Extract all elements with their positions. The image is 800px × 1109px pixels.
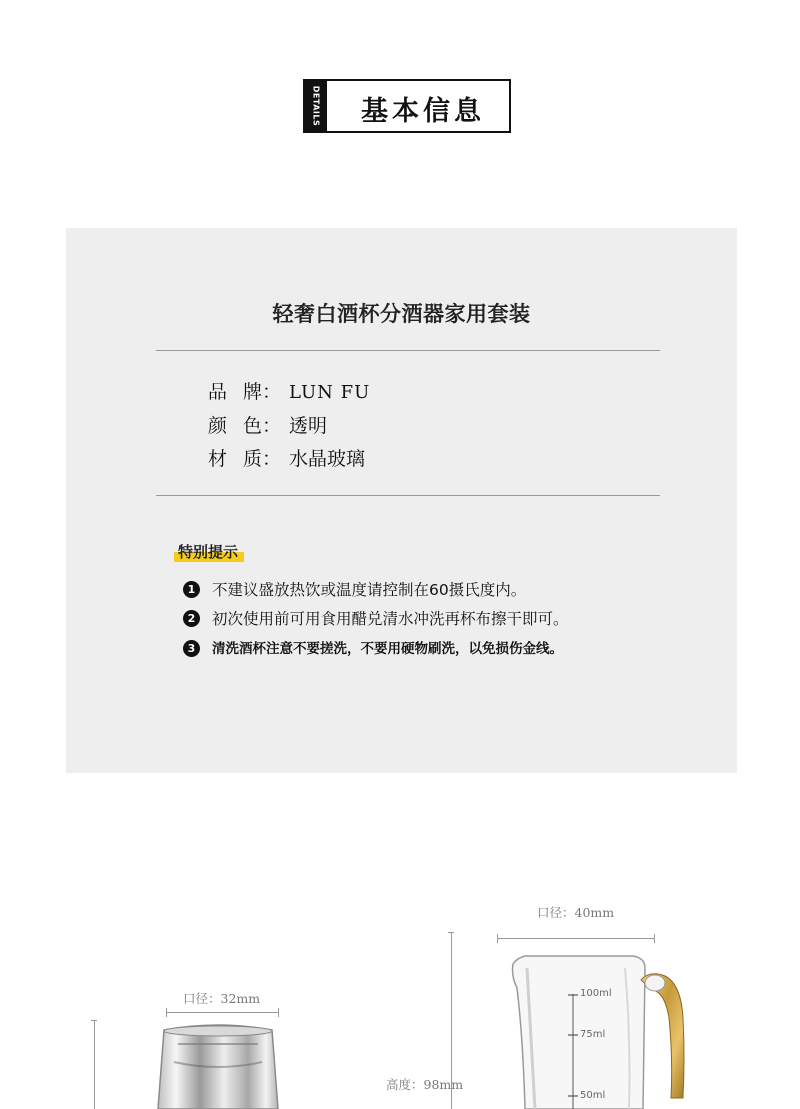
tip-item bbox=[183, 637, 563, 658]
tip-text: 初次使用前可用食用醋兑清水冲洗再杯布擦干即可。 bbox=[212, 610, 569, 628]
cup-mouth-endcap-right bbox=[278, 1008, 279, 1017]
tip-number: 1 bbox=[183, 581, 200, 598]
spec-row-brand: 品牌： LUN FU bbox=[208, 377, 370, 404]
decanter-mouth-endcap-left bbox=[497, 934, 498, 943]
section-header-badge bbox=[303, 79, 511, 133]
product-name: 轻奢白酒杯分酒器家用套装 bbox=[272, 302, 531, 326]
cup-height-line-cap bbox=[91, 1020, 97, 1021]
decanter-mouth-label: 口径：40mm bbox=[537, 905, 615, 920]
tip-item bbox=[183, 607, 569, 629]
spec-value: LUN FU bbox=[289, 382, 371, 403]
details-tab-label: DETAILS bbox=[311, 85, 321, 127]
scale-50: 50ml bbox=[580, 1090, 606, 1101]
cup-mouth-endcap-left bbox=[166, 1008, 167, 1017]
tip-number: 3 bbox=[183, 640, 200, 657]
section-title: 基本信息 bbox=[361, 96, 485, 127]
height-label: 高度：98mm bbox=[386, 1077, 464, 1092]
details-tab bbox=[305, 81, 327, 131]
spec-row-color: 颜色： 透明 bbox=[208, 411, 327, 438]
tip-text: 清洗酒杯注意不要搓洗，不要用硬物刷洗，以免损伤金线。 bbox=[212, 641, 563, 657]
cup-height-line bbox=[94, 1020, 95, 1109]
tip-text: 不建议盛放热饮或温度请控制在60摄氏度内。 bbox=[212, 581, 527, 599]
spec-value: 透明 bbox=[289, 415, 328, 437]
tip-number: 2 bbox=[183, 610, 200, 627]
cup-mouth-label: 口径：32mm bbox=[183, 991, 261, 1006]
spec-key: 品牌 bbox=[208, 381, 262, 403]
tip-item bbox=[183, 578, 526, 600]
decanter-illustration bbox=[505, 948, 750, 1109]
scale-75: 75ml bbox=[580, 1029, 606, 1040]
tips-title: 特别提示 bbox=[174, 541, 244, 562]
scale-100: 100ml bbox=[580, 988, 612, 999]
decanter-mouth-endcap-right bbox=[654, 934, 655, 943]
spec-key: 颜色 bbox=[208, 415, 262, 437]
cup-mouth-line bbox=[166, 1012, 279, 1013]
spec-row-material: 材质： 水晶玻璃 bbox=[208, 444, 365, 471]
divider-bottom bbox=[156, 495, 660, 496]
spec-key: 材质 bbox=[208, 448, 262, 470]
height-line-cap bbox=[448, 932, 454, 933]
shot-glass-illustration bbox=[148, 1022, 288, 1109]
divider-top bbox=[156, 350, 660, 351]
spec-value: 水晶玻璃 bbox=[289, 448, 366, 470]
info-panel bbox=[66, 228, 737, 773]
decanter-mouth-line bbox=[497, 938, 655, 939]
